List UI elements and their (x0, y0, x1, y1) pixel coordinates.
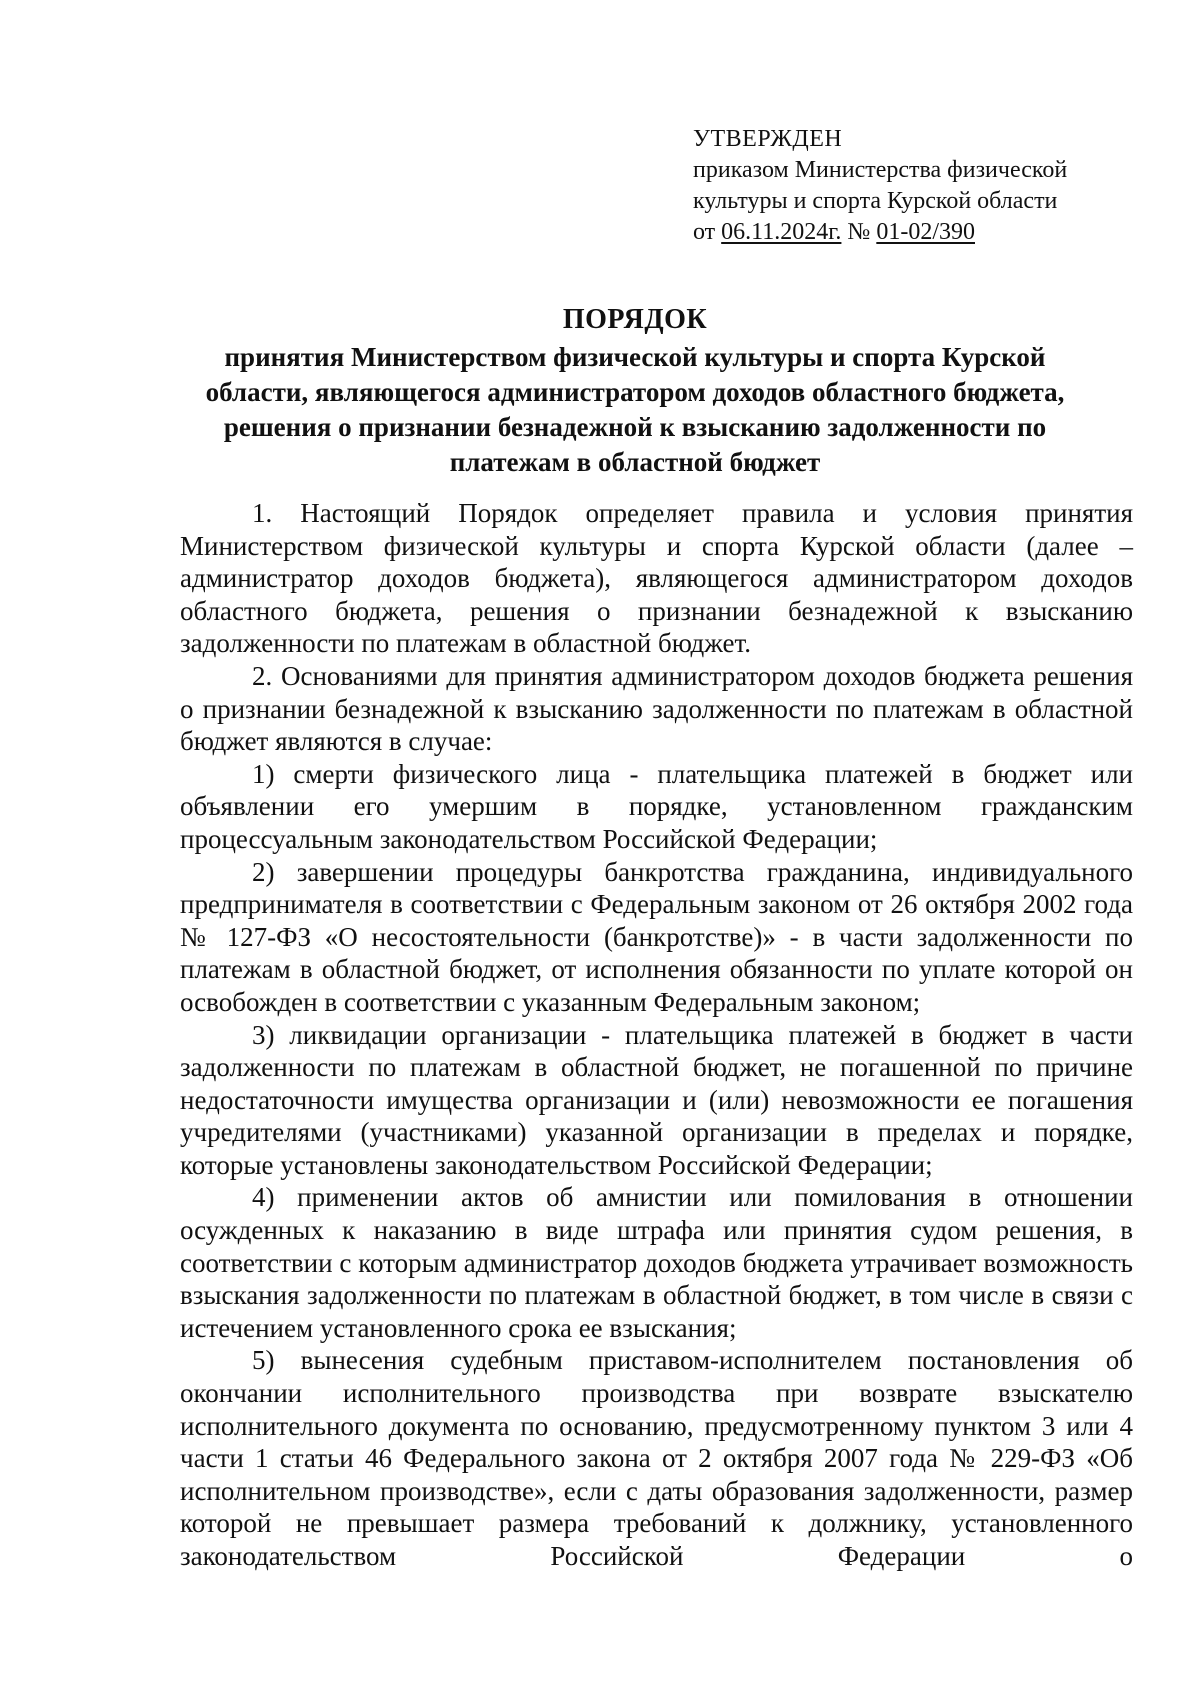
paragraph-1: 1. Настоящий Порядок определяет правила и условия принятия Министерством физической культуры и спорта Курской области (далее – администратор доходов бюджета), являющегося администратором доходов областного бюджета, решения о признании безнадежной к взысканию задолженности по платежам в областной бюджет. (180, 498, 1133, 659)
approval-date-prefix: от (693, 219, 722, 245)
list-item-4: 4) применении актов об амнистии или помилования в отношении осужденных к наказанию в виде штрафа или принятия судом решения, в соответствии с которым администратор доходов бюджета утрачивает возможность взыскания задолженности по платежам в областной бюджет, в том числе в связи с истечением установленного срока ее взыскания; (180, 1182, 1133, 1343)
list-item-3: 3) ликвидации организации - плательщика платежей в бюджет в части задолженности по платежам в областной бюджет, не погашенной по причине недостаточности имущества организации и (или) невозможности ее погашения учредителями (участниками) указанной организации в пределах и порядке, которые установлены законодательством Российской Федерации; (180, 1019, 1133, 1180)
approval-line-1: приказом Министерства физической (693, 157, 1068, 183)
approval-number-prefix: № (841, 219, 877, 245)
document-title: ПОРЯДОК (562, 304, 708, 335)
list-item-1: 1) смерти физического лица - плательщика платежей в бюджет или объявлении его умершим в порядке, установленном гражданским процессуальным законодательством Российской Федерации; (180, 758, 1133, 854)
approval-date-line (693, 217, 1163, 248)
approval-date: 06.11.2024г. (721, 219, 842, 245)
approval-line-2: культуры и спорта Курской области (693, 188, 1058, 214)
approval-number: 01-02/390 (876, 219, 975, 245)
approval-stamp (693, 124, 1163, 248)
title-block (170, 300, 1100, 480)
document-body (180, 497, 1133, 1573)
document-subtitle: принятия Министерством физической культуры и спорта Курской области, являющегося администратором доходов областного бюджета, решения о признании безнадежной к взысканию задолженности по платежам в областной бюджет (205, 342, 1065, 477)
list-item-5: 5) вынесения судебным приставом-исполнителем постановления об окончании исполнительного производства при возврате взыскателю исполнительного документа по основанию, предусмотренному пунктом 3 или 4 части 1 статьи 46 Федерального закона от 2 октября 2007 года № 229-ФЗ «Об исполнительном производстве», если с даты образования задолженности, размер которой не превышает размера требований к должнику, установленного законодательством Российской Федерации о (180, 1345, 1133, 1571)
list-item-2: 2) завершении процедуры банкротства гражданина, индивидуального предпринимателя в соответствии с Федеральным законом от 26 октября 2002 года № 127-ФЗ «О несостоятельности (банкротстве)» - в части задолженности по платежам в областной бюджет, от исполнения обязанности по уплате которой он освобожден в соответствии с указанным Федеральным законом; (180, 856, 1133, 1017)
approval-heading: УТВЕРЖДЕН (693, 126, 843, 152)
paragraph-2: 2. Основаниями для принятия администратором доходов бюджета решения о признании безнадежной к взысканию задолженности по платежам в областной бюджет являются в случае: (180, 660, 1133, 757)
